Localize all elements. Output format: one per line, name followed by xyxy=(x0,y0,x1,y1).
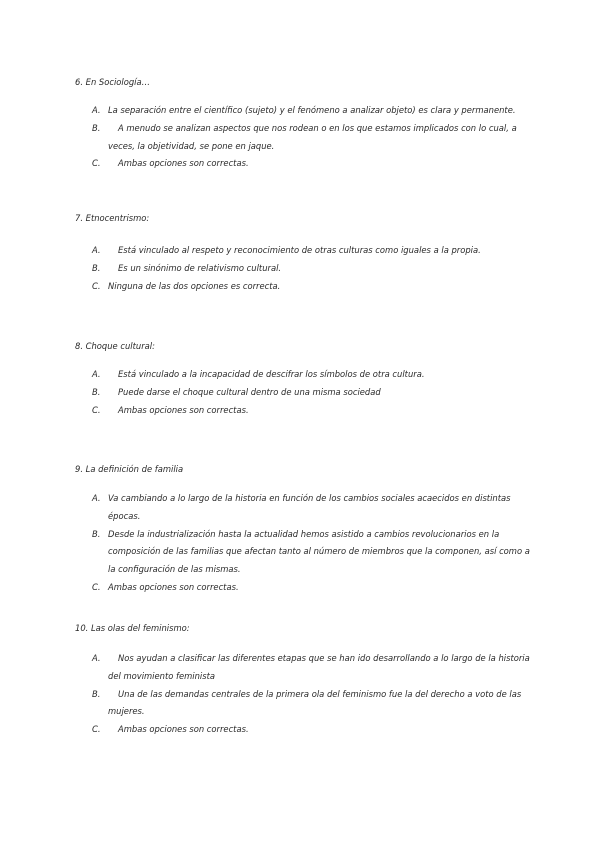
question-heading: 7. Etnocentrismo: xyxy=(75,213,150,223)
question-heading: 10. Las olas del feminismo: xyxy=(75,623,190,633)
option-c: C. Ninguna de las dos opciones es correcta. xyxy=(92,280,281,291)
option-a: A. Va cambiando a lo largo de la historia en función de los cambios sociales acaecidos en distintas épocas. xyxy=(92,493,511,521)
question-heading: 6. En Sociología… xyxy=(75,77,151,87)
option-b: B. Es un sinónimo de relativismo cultural. xyxy=(92,262,282,273)
option-b: B. Una de las demandas centrales de la primera ola del feminismo fue la del derecho a voto de las mujeres. xyxy=(92,688,522,717)
question-heading: 8. Choque cultural: xyxy=(75,341,155,351)
option-c: C. Ambas opciones son correctas. xyxy=(92,404,249,415)
option-a: A. Nos ayudan a clasificar las diferentes etapas que se han ido desarrollando a lo largo de la historia del movimiento feminista xyxy=(92,653,530,681)
option-a: A. Está vinculado al respeto y reconocimiento de otras culturas como iguales a la propia. xyxy=(92,245,481,255)
option-c: C. Ambas opciones son correctas. xyxy=(92,724,249,735)
option-b: B. Desde la industrialización hasta la actualidad hemos asistido a cambios revolucionarios en la composición de las familias que afectan tanto al número de miembros que la componen, así como a la configuración de las mismas. xyxy=(92,528,530,575)
question-9 xyxy=(75,460,535,597)
option-a: A. Está vinculado a la incapacidad de descifrar los símbolos de otra cultura. xyxy=(92,369,425,379)
question-6 xyxy=(75,73,535,173)
question-10 xyxy=(75,619,535,739)
option-c: C. Ambas opciones son correctas. xyxy=(92,158,249,169)
option-a: A. La separación entre el científico (sujeto) y el fenómeno a analizar objeto) es clara y permanente. xyxy=(92,105,516,115)
option-c: C. Ambas opciones son correctas. xyxy=(92,581,239,592)
option-b: B. Puede darse el choque cultural dentro de una misma sociedad xyxy=(92,386,381,397)
question-7 xyxy=(75,209,535,295)
question-heading: 9. La definición de familia xyxy=(75,464,184,474)
question-8 xyxy=(75,337,535,419)
option-b: B. A menudo se analizan aspectos que nos rodean o en los que estamos implicados con lo cual, a veces, la objetividad, se pone en jaque. xyxy=(92,122,517,151)
